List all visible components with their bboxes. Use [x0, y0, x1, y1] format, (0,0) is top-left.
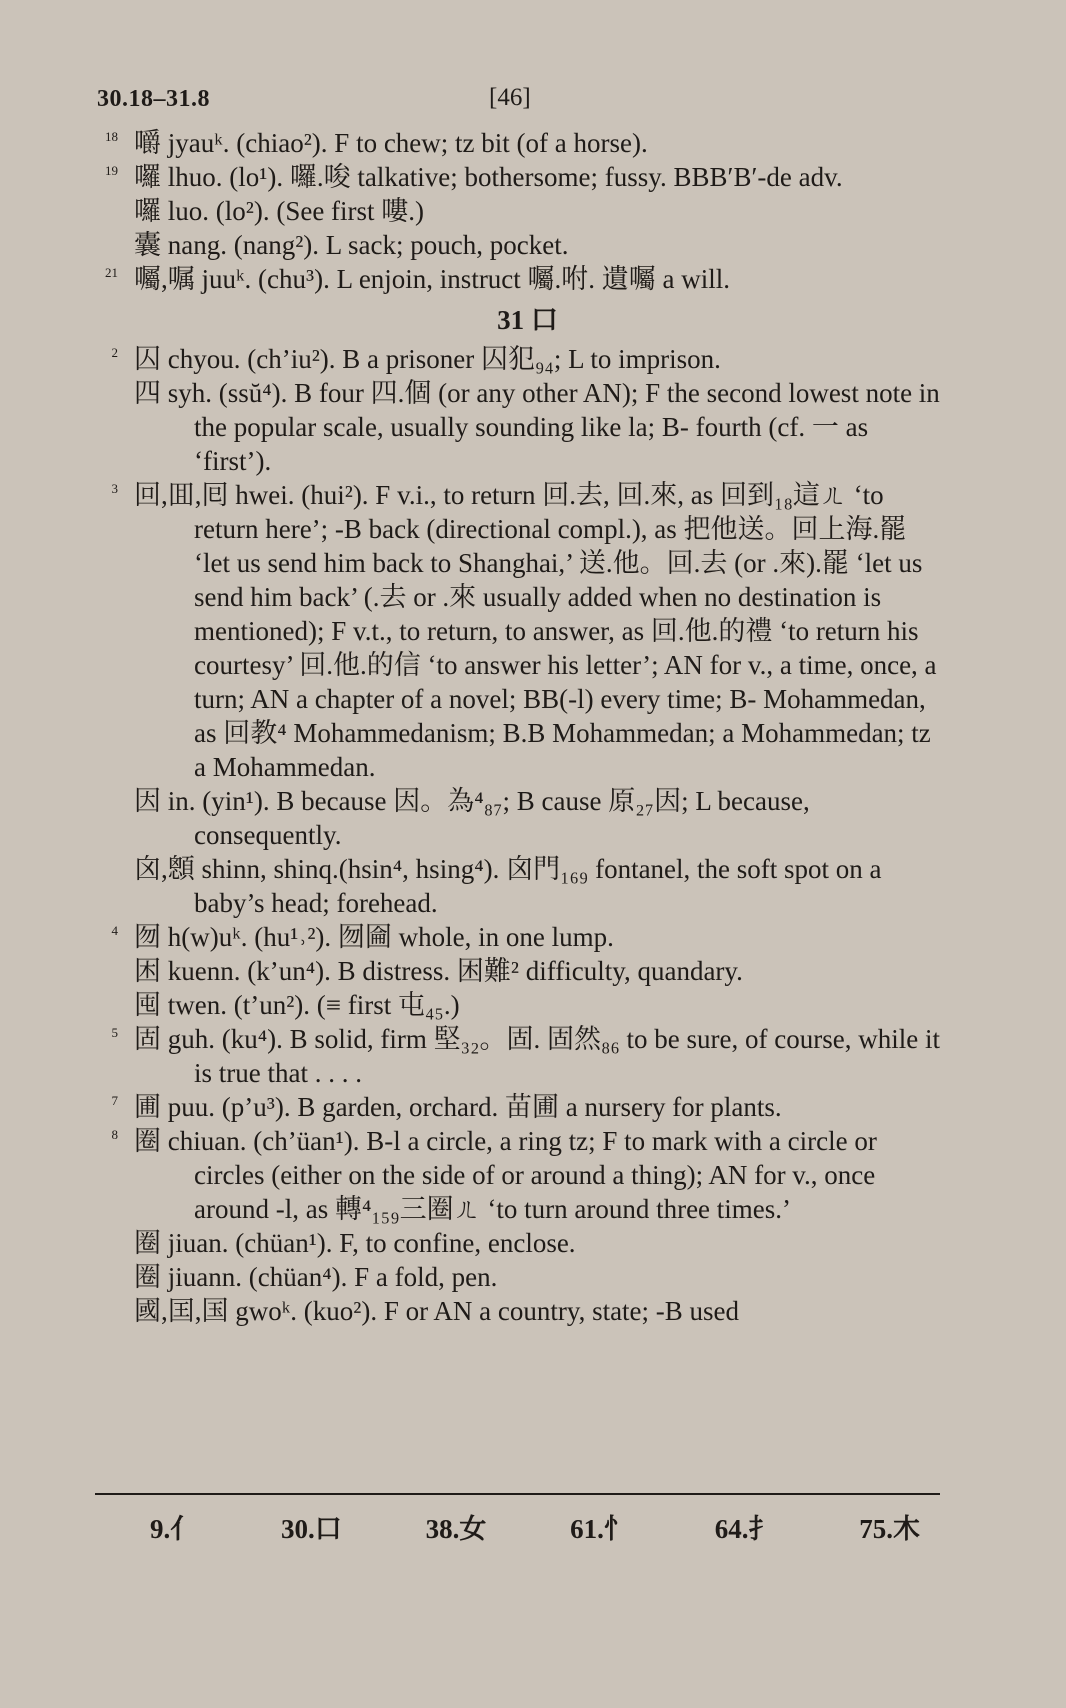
entry-text: 囚 chyou. (ch’iu²). B a prisoner 囚犯₉₄; L to imprison.	[134, 344, 721, 374]
entry-text: 圈 jiuann. (chüan⁴). F a fold, pen.	[134, 1262, 498, 1292]
page-header	[97, 86, 946, 120]
radical-tab[interactable]: 30.口	[281, 1514, 342, 1544]
radical-tab[interactable]: 38.女	[425, 1514, 487, 1544]
entry-text: 囉 lhuo. (lo¹). 囉.唆 talkative; bothersome; fussy. BBB′B′-de adv.	[134, 162, 843, 192]
entry	[90, 954, 945, 988]
entry	[90, 1294, 945, 1328]
entry-text: 囉 luo. (lo²). (See first 嘍.)	[134, 196, 425, 226]
entry-text: 固 guh. (ku⁴). B solid, firm 堅₃₂。固. 固然₈₆ to be sure, of course, while it is true that . . . .	[134, 1024, 940, 1088]
entry-range: 30.18–31.8	[97, 86, 210, 112]
entry	[90, 194, 945, 228]
radical-character: 口	[530, 305, 558, 335]
entry	[90, 1124, 945, 1226]
entry-text: 囑,嘱 juuᵏ. (chu³). L enjoin, instruct 囑.咐. 遺囑 a will.	[134, 264, 731, 294]
entry	[90, 920, 945, 954]
entry-text: 囊 nang. (nang²). L sack; pouch, pocket.	[134, 230, 569, 260]
entry	[90, 1022, 945, 1090]
entry	[90, 228, 945, 262]
radical-tab[interactable]: 64.扌	[714, 1514, 776, 1544]
entry-stroke-number: 21	[105, 265, 118, 280]
entry-text: 囫 h(w)uᵏ. (hu¹˒²). 囫圇 whole, in one lump.	[134, 922, 614, 952]
entry	[90, 852, 945, 920]
entry	[90, 988, 945, 1022]
entry	[90, 784, 945, 852]
entry	[90, 342, 945, 376]
entry-text: 圃 puu. (p’u³). B garden, orchard. 苗圃 a nursery for plants.	[134, 1092, 782, 1122]
entry-text: 困 kuenn. (k’un⁴). B distress. 困難² difficulty, quandary.	[134, 956, 743, 986]
entry-stroke-number: 2	[111, 345, 118, 360]
entry-text: 四 syh. (ssŭ⁴). B four 四.個 (or any other AN); F the second lowest note in the popular scale, usually sounding like la; B- fourth (cf. 一 as ‘first’).	[134, 378, 940, 476]
entry-text: 國,囯,国 gwoᵏ. (kuo²). F or AN a country, state; -B used	[134, 1296, 740, 1326]
entry	[90, 1090, 945, 1124]
entry-text: 因 in. (yin¹). B because 因。為⁴₈₇; B cause 原₂₇因; L because, consequently.	[134, 786, 810, 850]
entry-text: 圈 chiuan. (ch’üan¹). B-l a circle, a ring tz; F to mark with a circle or circles (either on the side of or around a thing); AN for v., once around -l, as 轉⁴₁₅₉三圈ㄦ ‘to turn around three times.’	[134, 1126, 877, 1224]
entry-stroke-number: 19	[105, 163, 118, 178]
radical-index-footer	[150, 1507, 920, 1546]
entry-stroke-number: 18	[105, 129, 118, 144]
entry	[90, 478, 945, 784]
entry	[90, 262, 945, 296]
entry-text: 回,囬,囘 hwei. (hui²). F v.i., to return 回.去, 回.來, as 回到₁₈這ㄦ ‘to return here’; -B back (directional compl.), as 把他送。回上海.罷 ‘let us send him back to Shanghai,’ 送.他。回.去 (or .來).罷 ‘let us send him back’ (.去 or .來 usually added when no destination is mentioned); F v.t., to return, to answer, as 回.他.的禮 ‘to return his courtesy’ 回.他.的信 ‘to answer his letter’; AN for v., a time, once, a turn; AN a chapter of a novel; BB(-l) every time; B- Mohammedan, as 回教⁴ Mohammedanism; B.B Mohammedan; a Mohammedan; tz a Mohammedan.	[134, 480, 937, 782]
entry-text: 圈 jiuan. (chüan¹). F, to confine, enclose.	[134, 1228, 576, 1258]
page-number: [46]	[489, 84, 531, 111]
entry-stroke-number: 8	[111, 1127, 118, 1142]
entry-stroke-number: 3	[111, 481, 118, 496]
radical-tab[interactable]: 61.忄	[570, 1514, 631, 1544]
entry-text: 囤 twen. (t’un²). (≡ first 屯₄₅.)	[134, 990, 460, 1020]
entry-text: 囟,顖 shinn, shinq.(hsin⁴, hsing⁴). 囟門₁₆₉ fontanel, the soft spot on a baby’s head; forehead.	[134, 854, 882, 918]
entries-column	[90, 126, 945, 1328]
entry	[90, 1260, 945, 1294]
entry	[90, 376, 945, 478]
radical-tab[interactable]: 9.亻	[150, 1514, 198, 1544]
entry-stroke-number: 4	[111, 923, 118, 938]
entry-stroke-number: 5	[111, 1025, 118, 1040]
radical-tab[interactable]: 75.木	[859, 1514, 920, 1544]
entry	[90, 1226, 945, 1260]
entry	[90, 126, 945, 160]
entry-stroke-number: 7	[111, 1093, 118, 1108]
radical-section-heading	[90, 302, 945, 338]
entry-text: 嚼 jyauᵏ. (chiao²). F to chew; tz bit (of a horse).	[134, 128, 648, 158]
entry	[90, 160, 945, 194]
footer-divider	[95, 1493, 940, 1495]
radical-number: 31	[497, 305, 525, 335]
